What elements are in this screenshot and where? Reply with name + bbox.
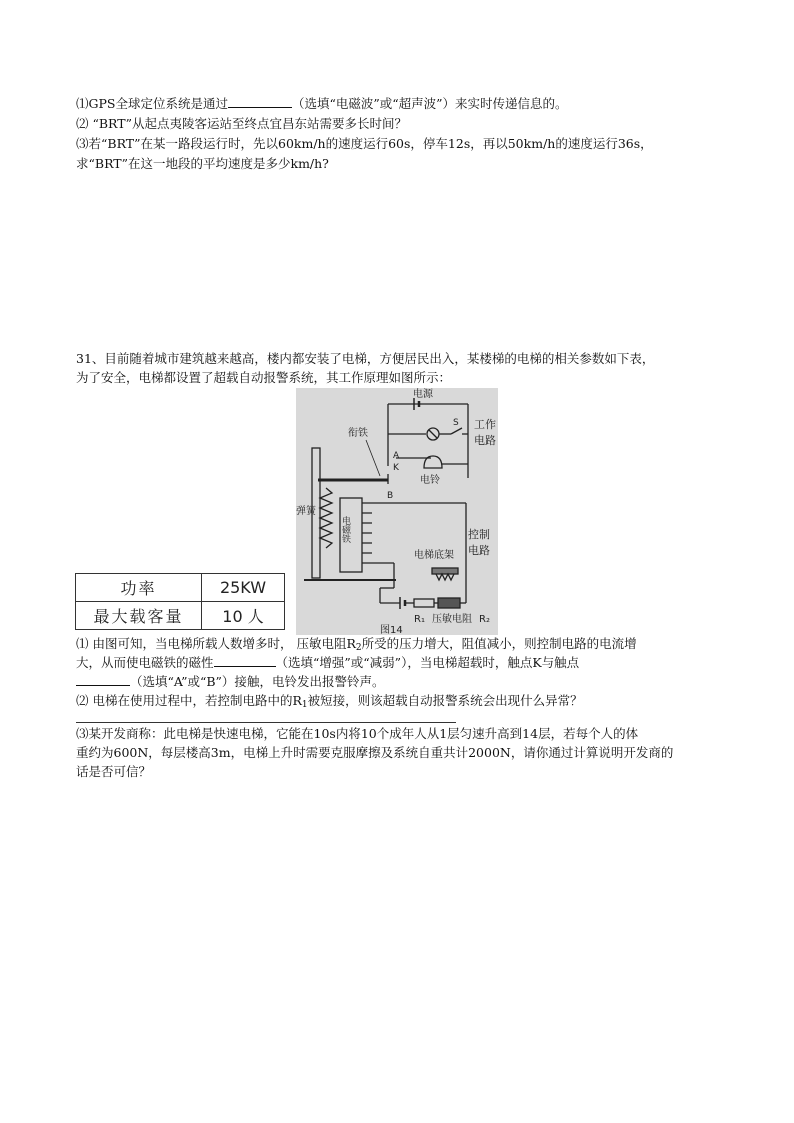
fill-blank[interactable] [214, 654, 276, 667]
power-label: 电源 [413, 389, 433, 400]
armature-label: 衔铁 [348, 428, 368, 439]
spring-icon [320, 488, 332, 548]
pointer-line [366, 440, 380, 476]
control-circuit-label: 控制 [468, 528, 490, 541]
q31-sub3-line1: ⑶某开发商称：此电梯是快速电梯，它能在10s内将10个成年人从1层匀速升高到14层，若每个人的体 [76, 726, 639, 741]
elevator-base-label: 电梯底架 [414, 550, 454, 561]
r1-label: R₁ [414, 614, 425, 625]
q30-part3-line1: ⑶若“BRT”在某一路段运行时，先以60km/h的速度运行60s，停车12s，再以50km/h的速度运行36s， [76, 136, 653, 151]
table-row [76, 602, 285, 630]
pressure-spring-icon [436, 574, 454, 580]
bell-label: 电铃 [420, 475, 440, 486]
contact-a-label: A [393, 451, 400, 461]
coil-icon [362, 503, 372, 563]
q31-sub1-line3: （选填“A”或“B”）接触，电铃发出报警铃声。 [76, 673, 384, 691]
param-value: 25KW [202, 574, 285, 602]
switch-icon [451, 428, 462, 434]
resistor-r2 [438, 598, 460, 608]
fill-blank[interactable] [76, 673, 130, 686]
electromagnet-label: 电磁铁 [340, 516, 350, 543]
q30-part2: ⑵ “BRT”从起点夷陵客运站至终点宜昌东站需要多长时间？ [76, 116, 407, 131]
switch-label: S [453, 418, 459, 428]
contact-b-label: B [387, 491, 394, 501]
figure-caption: 图14 [380, 625, 403, 635]
bell-icon [424, 456, 442, 468]
elevator-base-plate [432, 568, 458, 574]
r2-label: 压敏电阻 [432, 614, 472, 625]
param-key: 最大载客量 [76, 602, 202, 630]
r2-subscript-label: R₂ [479, 614, 490, 625]
param-value: 10 人 [202, 602, 285, 630]
spring-label: 弹簧 [296, 506, 316, 517]
q31-sub1-line2: 大，从而使电磁铁的磁性 （选填“增强”或“减弱”），当电梯超载时，触点K与触点 [76, 655, 580, 670]
param-key: 功率 [76, 574, 202, 602]
q31-intro-line2: 为了安全，电梯都设置了超载自动报警系统，其工作原理如图所示： [76, 370, 452, 385]
q30-part3-line2: 求“BRT”在这一地段的平均速度是多少km/h? [76, 156, 329, 171]
contact-k-label: K [393, 463, 399, 473]
control-circuit-label: 电路 [468, 544, 490, 557]
q31-sub2: ⑵ 电梯在使用过程中，若控制电路中的$R_1$被短接，则该超载自动报警系统会出现什么异常？ [76, 693, 583, 710]
work-circuit-label: 电路 [474, 434, 496, 447]
q31-sub3-line2: 重约为600N，每层楼高3m，电梯上升时需要克服摩擦及系统自重共计2000N，请你通过计算说明开发商的 [76, 745, 674, 760]
answer-line[interactable] [76, 722, 456, 723]
q31-sub1-line1: ⑴ 由图可知，当电梯所载人数增多时， 压敏电阻$R_2$所受的压力增大，阻值减小，则控制电路的电流增 [76, 636, 637, 653]
lamp-icon [429, 430, 437, 438]
table-row [76, 574, 285, 602]
fill-blank[interactable] [228, 95, 292, 108]
q31-sub3-line3: 话是否可信？ [76, 764, 152, 779]
circuit-figure [296, 388, 498, 635]
elevator-params-table [75, 573, 285, 630]
work-circuit-label: 工作 [474, 418, 496, 431]
q30-part1: ⑴GPS全球定位系统是通过 （选填“电磁波”或“超声波”）来实时传递信息的。 [76, 96, 568, 111]
q31-intro-line1: 31、目前随着城市建筑越来越高，楼内都安装了电梯，方便居民出入，某楼梯的电梯的相关参数如下表， [76, 351, 655, 366]
resistor-r1 [414, 599, 434, 607]
